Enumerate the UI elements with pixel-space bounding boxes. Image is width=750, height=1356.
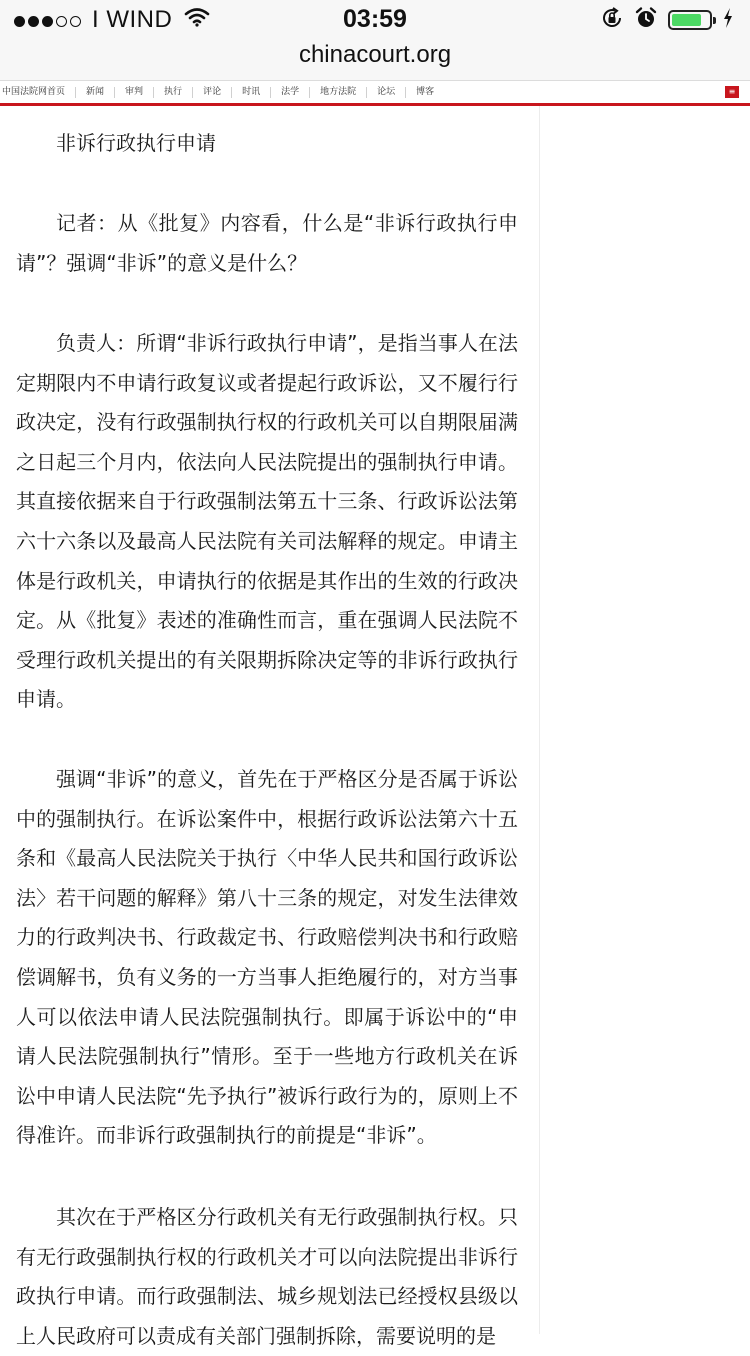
nav-items [0, 81, 444, 103]
article-paragraph: 其次在于严格区分行政机关有无行政强制执行权。只有无行政强制执行权的行政机关才可以向法院提出非诉行政执行申请。而行政强制法、城乡规划法已经授权县级以上人民政府可以责成有关部门强制拆除，需要说明的是 [16, 1205, 518, 1348]
nav-link[interactable]: 时讯 [232, 87, 271, 98]
article-paragraph: 强调“非诉”的意义，首先在于严格区分是否属于诉讼中的强制执行。在诉讼案件中，根据行政诉讼法第六十五条和《最高人民法院关于执行〈中华人民共和国行政诉讼法〉若干问题的解释》第八十三条的规定，对发生法律效力的行政判决书、行政裁定书、行政赔偿判决书和行政赔偿调解书，负有义务的一方当事人拒绝履行的，对方当事人可以依法申请人民法院强制执行。即属于诉讼中的“申请人民法院强制执行”情形。至于一些地方行政机关在诉讼中申请人民法院“先予执行”被诉行政行为的，原则上不得准许。而非诉行政强制执行的前提是“非诉”。 [16, 767, 518, 1148]
status-right-group [590, 6, 734, 34]
battery-level [672, 14, 701, 26]
nav-link[interactable]: 中国法院网首页 [0, 87, 76, 98]
nav-link[interactable]: 地方法院 [310, 87, 367, 98]
nav-link[interactable]: 论坛 [367, 87, 406, 98]
nav-link[interactable]: 新闻 [76, 87, 115, 98]
clock: 03:59 [343, 5, 407, 33]
carrier-name: I WIND [92, 6, 173, 33]
nav-link[interactable]: 执行 [154, 87, 193, 98]
article-paragraph: 记者：从《批复》内容看，什么是“非诉行政执行申请”？强调“非诉”的意义是什么？ [16, 211, 518, 275]
nav-link[interactable]: 博客 [416, 86, 435, 97]
url-text: chinacourt.org [298, 41, 452, 68]
battery-cap [713, 17, 716, 24]
article-body [0, 106, 540, 1348]
alarm-icon [634, 6, 658, 34]
nav-link[interactable]: 审判 [115, 87, 154, 98]
article-paragraph: 非诉行政执行申请 [56, 131, 216, 155]
address-bar[interactable] [0, 40, 750, 80]
nav-badge-icon[interactable]: ≡ [725, 86, 739, 98]
article-paragraph: 负责人：所谓“非诉行政执行申请”，是指当事人在法定期限内不申请行政复议或者提起行政诉讼，又不履行行政决定，没有行政强制执行权的行政机关可以自期限届满之日起三个月内，依法向人民法院提出的强制执行申请。其直接依据来自于行政强制法第五十三条、行政诉讼法第六十六条以及最高人民法院有关司法解释的规定。申请主体是行政机关，申请执行的依据是其作出的生效的行政决定。从《批复》表述的准确性而言，重在强调人民法院不受理行政机关提出的有关限期拆除决定等的非诉行政执行申请。 [16, 331, 518, 712]
battery-icon [668, 10, 712, 30]
nav-link[interactable]: 评论 [193, 87, 232, 98]
nav-link[interactable]: 法学 [271, 87, 310, 98]
rotation-lock-icon [600, 6, 624, 34]
status-bar [0, 0, 750, 40]
charging-bolt-icon [722, 7, 734, 33]
site-navigation [0, 80, 750, 106]
